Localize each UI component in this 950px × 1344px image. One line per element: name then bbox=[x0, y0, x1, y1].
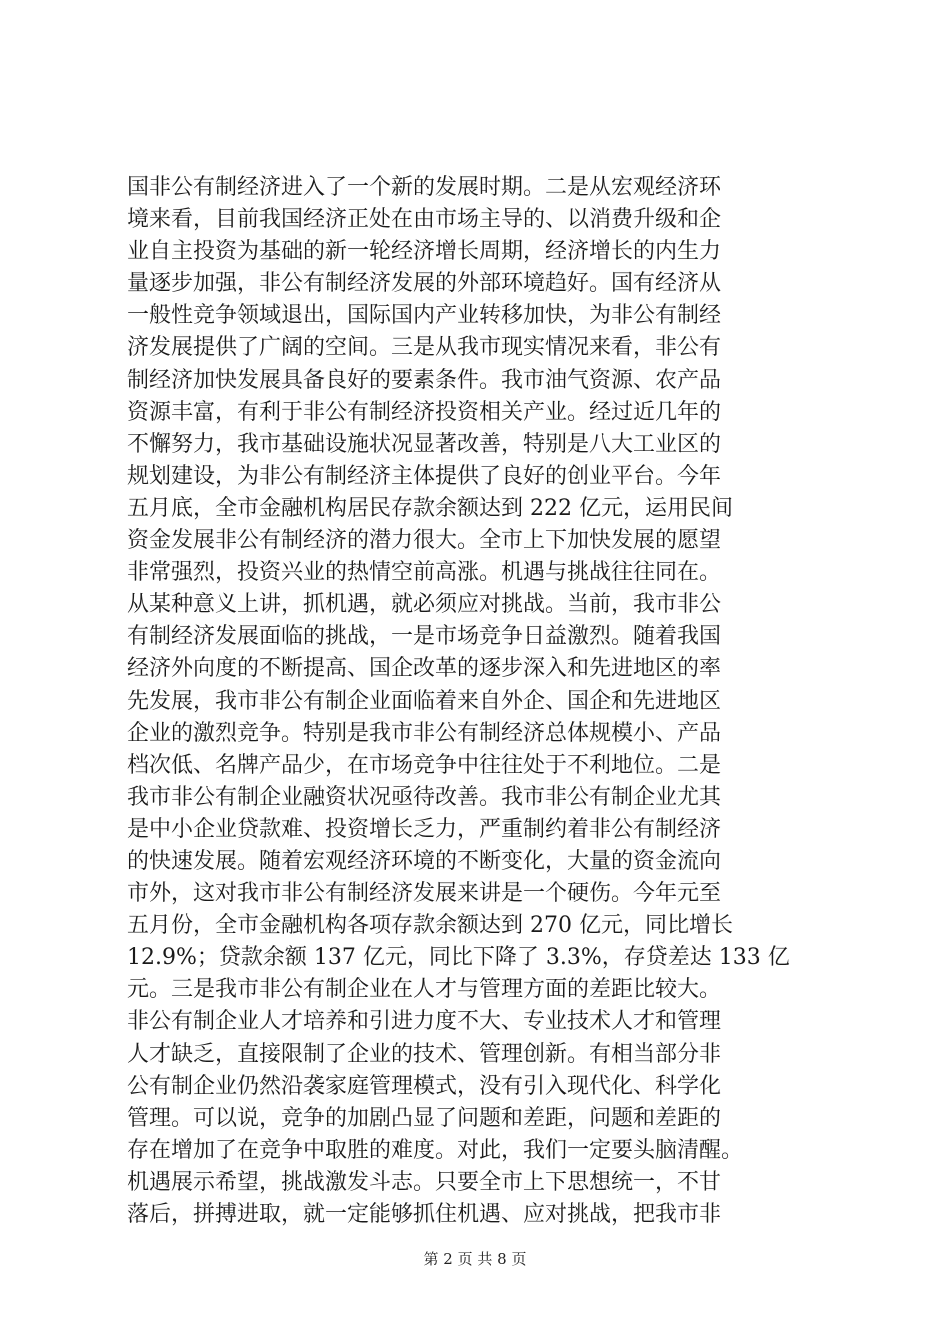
text-line: 先发展，我市非公有制企业面临着来自外企、国企和先进地区 bbox=[127, 688, 722, 714]
text-line: 管理。可以说，竞争的加剧凸显了问题和差距，问题和差距的 bbox=[127, 1105, 722, 1131]
text-line: 一般性竞争领域退出，国际国内产业转移加快，为非公有制经 bbox=[127, 303, 722, 329]
text-line: 不懈努力，我市基础设施状况显著改善，特别是八大工业区的 bbox=[127, 431, 722, 457]
text-line: 我市非公有制企业融资状况亟待改善。我市非公有制企业尤其 bbox=[127, 784, 722, 810]
text-line: 市外，这对我市非公有制经济发展来讲是一个硬伤。今年元至 bbox=[127, 881, 722, 907]
text-line: 档次低、名牌产品少，在市场竞争中往往处于不利地位。二是 bbox=[127, 752, 722, 778]
text-line: 五月份，全市金融机构各项存款余额达到 270 亿元，同比增长 bbox=[127, 913, 733, 939]
text-line: 是中小企业贷款难、投资增长乏力，严重制约着非公有制经济 bbox=[127, 816, 722, 842]
text-line: 济发展提供了广阔的空间。三是从我市现实情况来看，非公有 bbox=[127, 335, 722, 361]
text-line: 业自主投资为基础的新一轮经济增长周期，经济增长的内生力 bbox=[127, 239, 722, 265]
text-line: 资金发展非公有制经济的潜力很大。全市上下加快发展的愿望 bbox=[127, 528, 722, 554]
text-line: 存在增加了在竞争中取胜的难度。对此，我们一定要头脑清醒。 bbox=[127, 1137, 744, 1163]
text-line: 从某种意义上讲，抓机遇，就必须应对挑战。当前，我市非公 bbox=[127, 592, 722, 618]
page-footer bbox=[0, 1248, 950, 1269]
body-paragraph bbox=[127, 172, 837, 1231]
text-line: 人才缺乏，直接限制了企业的技术、管理创新。有相当部分非 bbox=[127, 1041, 722, 1067]
text-line: 的快速发展。随着宏观经济环境的不断变化，大量的资金流向 bbox=[127, 848, 722, 874]
text-line: 有制经济发展面临的挑战，一是市场竞争日益激烈。随着我国 bbox=[127, 624, 722, 650]
text-line: 制经济加快发展具备良好的要素条件。我市油气资源、农产品 bbox=[127, 367, 722, 393]
text-line: 公有制企业仍然沿袭家庭管理模式，没有引入现代化、科学化 bbox=[127, 1073, 722, 1099]
text-line: 12.9%；贷款余额 137 亿元，同比下降了 3.3%，存贷差达 133 亿 bbox=[127, 945, 790, 971]
text-line: 元。三是我市非公有制企业在人才与管理方面的差距比较大。 bbox=[127, 977, 722, 1003]
text-line: 国非公有制经济进入了一个新的发展时期。二是从宏观经济环 bbox=[127, 175, 722, 200]
text-line: 非常强烈，投资兴业的热情空前高涨。机遇与挑战往往同在。 bbox=[127, 560, 722, 586]
text-line: 规划建设，为非公有制经济主体提供了良好的创业平台。今年 bbox=[127, 463, 722, 489]
text-line: 机遇展示希望，挑战激发斗志。只要全市上下思想统一，不甘 bbox=[127, 1169, 722, 1195]
text-line: 非公有制企业人才培养和引进力度不大、专业技术人才和管理 bbox=[127, 1009, 722, 1035]
text-line: 企业的激烈竞争。特别是我市非公有制经济总体规模小、产品 bbox=[127, 720, 722, 746]
text-line: 资源丰富，有利于非公有制经济投资相关产业。经过近几年的 bbox=[127, 399, 722, 425]
text-line: 五月底，全市金融机构居民存款余额达到 222 亿元，运用民间 bbox=[127, 495, 733, 521]
text-line: 境来看，目前我国经济正处在由市场主导的、以消费升级和企 bbox=[127, 207, 722, 233]
text-line: 经济外向度的不断提高、国企改革的逐步深入和先进地区的率 bbox=[127, 656, 722, 682]
page-number-label: 第 2 页 共 8 页 bbox=[423, 1250, 527, 1268]
text-line: 落后，拼搏进取，就一定能够抓住机遇、应对挑战，把我市非 bbox=[127, 1202, 722, 1227]
text-line: 量逐步加强，非公有制经济发展的外部环境趋好。国有经济从 bbox=[127, 271, 722, 297]
